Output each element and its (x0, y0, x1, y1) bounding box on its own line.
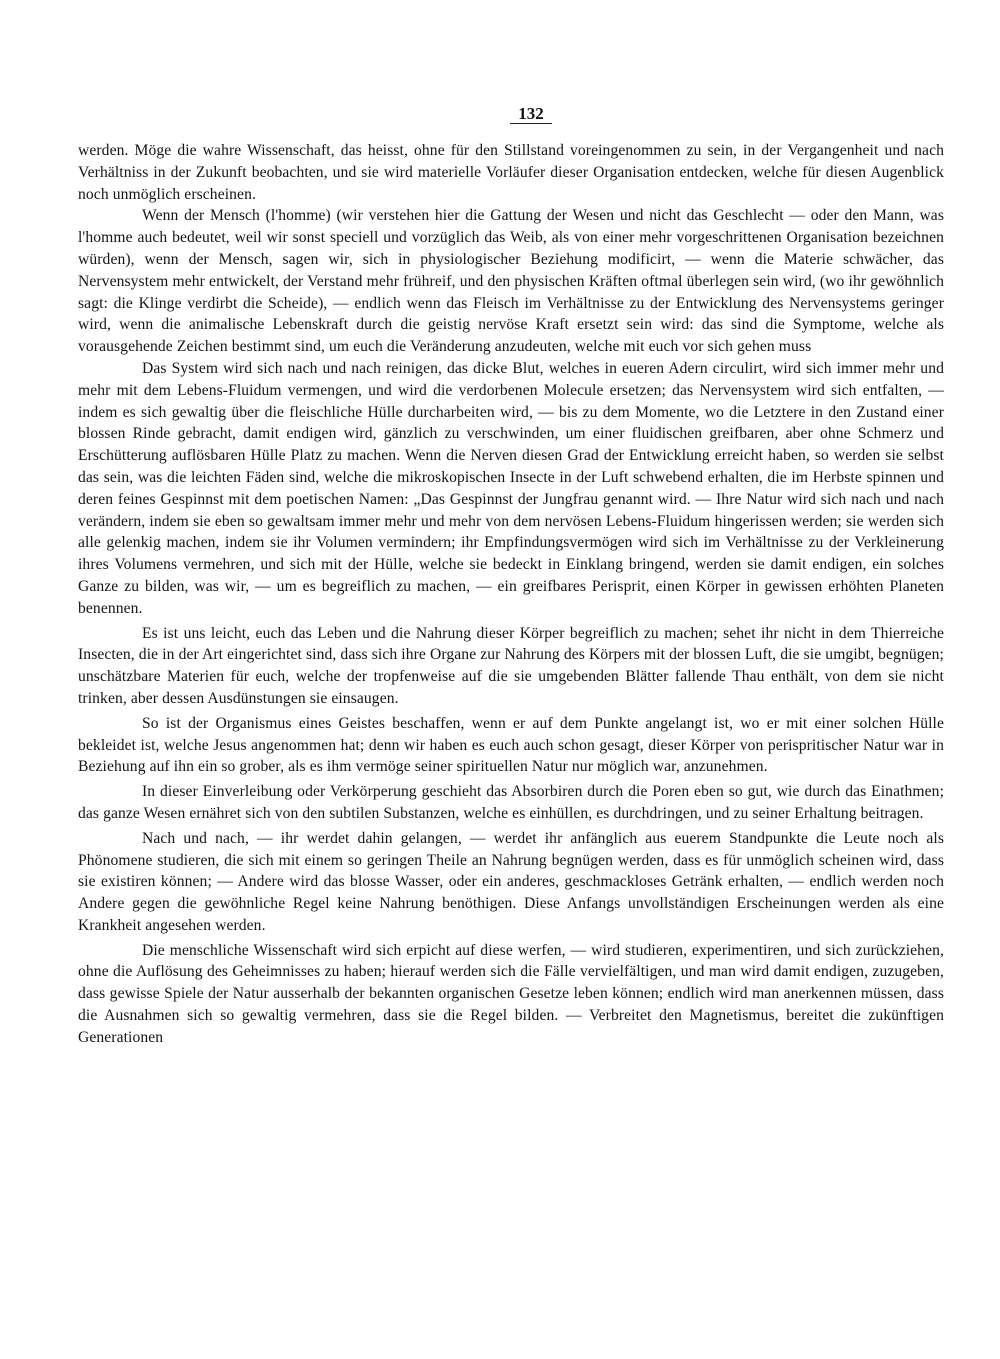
paragraph-6: In dieser Einverleibung oder Verkörperung geschieht das Absorbiren durch die Poren eben so gut, wie durch das Einathmen; das ganze Wesen ernähret sich von den subtilen Substanzen, welche es einhüllen, es durchdringen, und zu seiner Erhaltung beitragen. (78, 783, 944, 822)
paragraph-7: Nach und nach, — ihr werdet dahin gelangen, — werdet ihr anfänglich aus euerem Standpunkte die Leute noch als Phönomene studieren, die sich mit einem so geringen Theile an Nahrung begnügen werden, dass es für unmöglich scheinen wird, dass sie existiren können; — Andere wird das blosse Wasser, oder ein anderes, geschmackloses Getränk erhalten, — endlich werden noch Andere gegen die gewöhnliche Regel keine Nahrung benöthigen. Diese Anfangs unvollständigen Erscheinungen werden als eine Krankheit angesehen werden. (78, 829, 944, 934)
paragraph-2: Wenn der Mensch (l'homme) (wir verstehen hier die Gattung der Wesen und nicht das Geschlecht — oder den Mann, was l'homme auch bedeutet, weil wir sonst speciell und vorzüglich das Weib, als von einer mehr vorgeschrittenen Organisation bezeichnen würden), wenn der Mensch, sagen wir, sich in physiologischer Beziehung modificirt, — wenn die Materie schwächer, das Nervensystem mehr entwickelt, der Verstand mehr frühreif, und den physischen Kräften oftmal überlegen sein wird, (wo ihr gewöhnlich sagt: die Klinge verdirbt die Scheide), — endlich wenn das Fleisch im Verhältnisse zu der Entwicklung des Nervensystems geringer wird, wenn die animalische Lebenskraft durch die geistig nervöse Kraft ersetzt sein wird: das sind die Symptome, welche als vorausgehende Zeichen bestimmt sind, um euch die Veränderung anzudeuten, welche mit euch vor sich gehen muss (78, 207, 944, 356)
paragraph-1: werden. Möge die wahre Wissenschaft, das heisst, ohne für den Stillstand voreingenommen zu sein, in der Vergangenheit und nach Verhältniss in der Zukunft beobachten, und sie wird materielle Vorläufer dieser Organisation entdecken, welche für diesen Augenblick noch unmöglich erscheinen. (78, 142, 944, 203)
paragraph-5: So ist der Organismus eines Geistes beschaffen, wenn er auf dem Punkte angelangt ist, wo er mit einer solchen Hülle bekleidet ist, welche Jesus angenommen hat; denn wir haben es euch auch schon gesagt, dieser Körper von perispritischer Natur war in Beziehung auf ihn ein so grober, als es ihm vermöge seiner spirituellen Natur nur möglich war, anzunehmen. (78, 714, 944, 776)
paragraph-8: Die menschliche Wissenschaft wird sich erpicht auf diese werfen, — wird studieren, experimentiren, und sich zurückziehen, ohne die Auflösung des Geheimnisses zu haben; hierauf werden sich die Fälle vervielfältigen, und man wird damit endigen, zuzugeben, dass gewisse Spiele der Natur ausserhalb der bekannten organischen Gesetze leben können; endlich wird man anerkennen müssen, dass die Ausnahmen sich so gewaltig vermehren, dass sie die Regel bilden. — Verbreitet den Magnetismus, bereitet die zukünftigen Generationen (78, 941, 944, 1046)
paragraph-4: Es ist uns leicht, euch das Leben und die Nahrung dieser Körper begreiflich zu machen; sehet ihr nicht in dem Thierreiche Insecten, die in der Art eingerichtet sind, dass sich ihre Organe zur Nahrung des Körpers mit der blossen Luft, die sie umgibt, begnügen; unschätzbare Materien für euch, welche der tropfenweise auf die sie umgebenden Blätter fallende Thau enthält, von dem sie nicht trinken, aber dessen Ausdünstungen sie einsaugen. (78, 624, 944, 707)
page-number: 132 (78, 104, 944, 124)
paragraph-3: Das System wird sich nach und nach reinigen, das dicke Blut, welches in eueren Adern circulirt, wird sich immer mehr und mehr mit dem Lebens-Fluidum vermengen, und wird die verdorbenen Molecule ersetzen; das Nervensystem wird sich entfalten, — indem es sich gewaltig über die fleischliche Hülle durcharbeiten wird, — bis zu dem Momente, wo die Letztere in den Zustand einer blossen Rinde gebracht, damit endigen wird, gänzlich zu verschwinden, um einer fluidischen greifbaren, aber ohne Schmerz und Erschütterung auflösbaren Hülle Platz zu machen. Wenn die Nerven diesen Grad der Entwicklung erreicht haben, so werden sie selbst das sein, was die leichten Fäden sind, welche die mikroskopischen Insecte in der Luft schwebend erhalten, die im Herbste spinnen und deren feines Gespinnst mit dem poetischen Namen: „Das Gespinnst der Jungfrau genannt wird. — Ihre Natur wird sich nach und nach verändern, indem sie eben so gewaltsam immer mehr und mehr von dem nervösen Lebens-Fluidum hingerissen werden; sie werden sich alle gelenkig machen, indem sie ihr Volumen vermindern; ihr Empfindungsvermögen wird sich im Verhältnisse zu der Verkleinerung ihres Volumens vermehren, und sich mit der Hülle, welche sie bedeckt in Einklang bringend, werden sie damit endigen, ein solches Ganze zu bilden, was wir, — um es begreiflich zu machen, — ein greifbares Perisprit, einen Körper in gewissen erhöhten Planeten benennen. (78, 359, 944, 617)
